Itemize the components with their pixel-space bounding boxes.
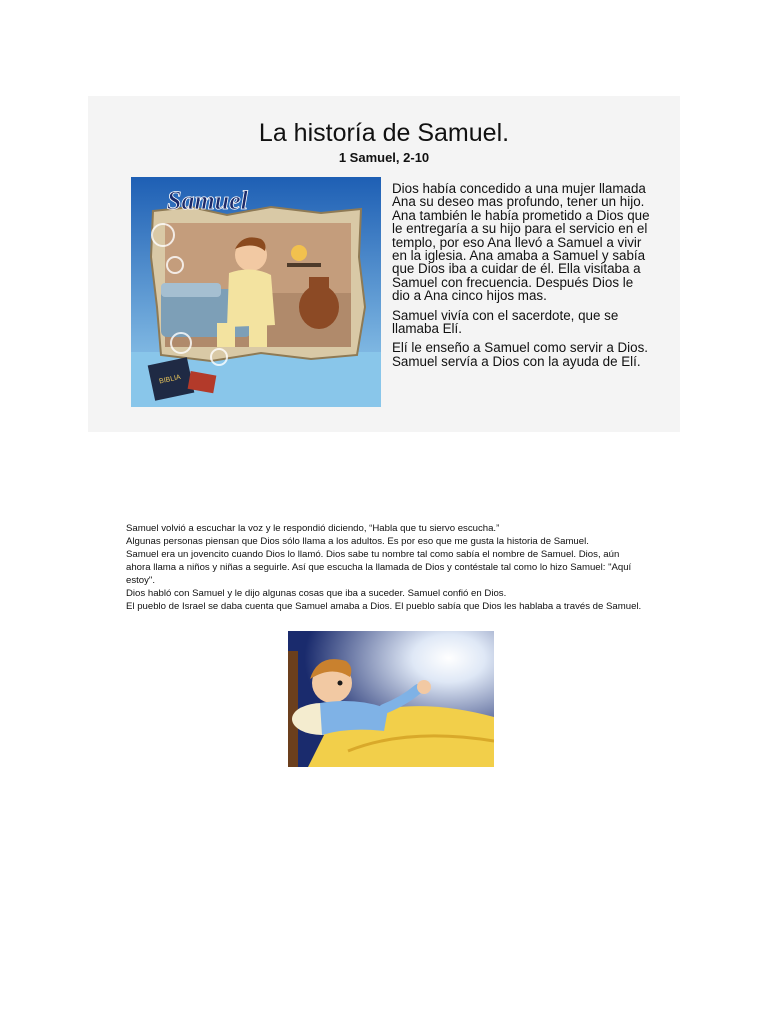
story-section-1 [392,182,654,374]
illustration-label: Samuel [167,186,248,215]
story-paragraph: Dios había concedido a una mujer llamada Ana su deseo mas profundo, tener un hijo. Ana también le había prometido a Dios que le entregaría a su hijo para el servicio en el templo, por eso Ana llevó a Samuel a vivir en la iglesia. Ana amaba a Samuel y sabía que Dios iba a cuidar de él. Ella visitaba a Samuel con frecuencia. Después Dios le dio a Ana cinco hijos mas. [392,181,650,304]
story-line: Samuel era un jovencito cuando Dios lo llamó. Dios sabe tu nombre tal como sabía el nombre de Samuel. Dios, aún ahora llama a niños y niñas a seguirle. Así que escucha la llamada de Dios y contéstale tal como lo hizo Samuel: "Aquí estoy". [126,549,632,586]
book-label: BIBLIA [158,374,182,386]
samuel-sitting-on-bed-illustration [131,177,381,407]
samuel-in-bed-hearing-voice-illustration [288,631,494,767]
story-line: Dios habló con Samuel y le dijo algunas cosas que iba a suceder. Samuel confió en Dios. [126,588,507,599]
story-line: Samuel volvió a escuchar la voz y le respondió diciendo, “Habla que tu siervo escucha.” [126,523,500,534]
story-line: Algunas personas piensan que Dios sólo llama a los adultos. Es por eso que me gusta la historia de Samuel. [126,536,589,547]
page-title: La historía de Samuel. [258,119,510,147]
story-section-2 [126,522,646,613]
bible-reference: 1 Samuel, 2-10 [338,150,430,165]
story-paragraph: Elí le enseño a Samuel como servir a Dios. Samuel servía a Dios con la ayuda de Elí. [392,340,649,369]
story-line: El pueblo de Israel se daba cuenta que Samuel amaba a Dios. El pueblo sabía que Dios les hablaba a través de Samuel. [126,601,642,612]
story-paragraph: Samuel vivía con el sacerdote, que se llamaba Elí. [392,307,619,337]
